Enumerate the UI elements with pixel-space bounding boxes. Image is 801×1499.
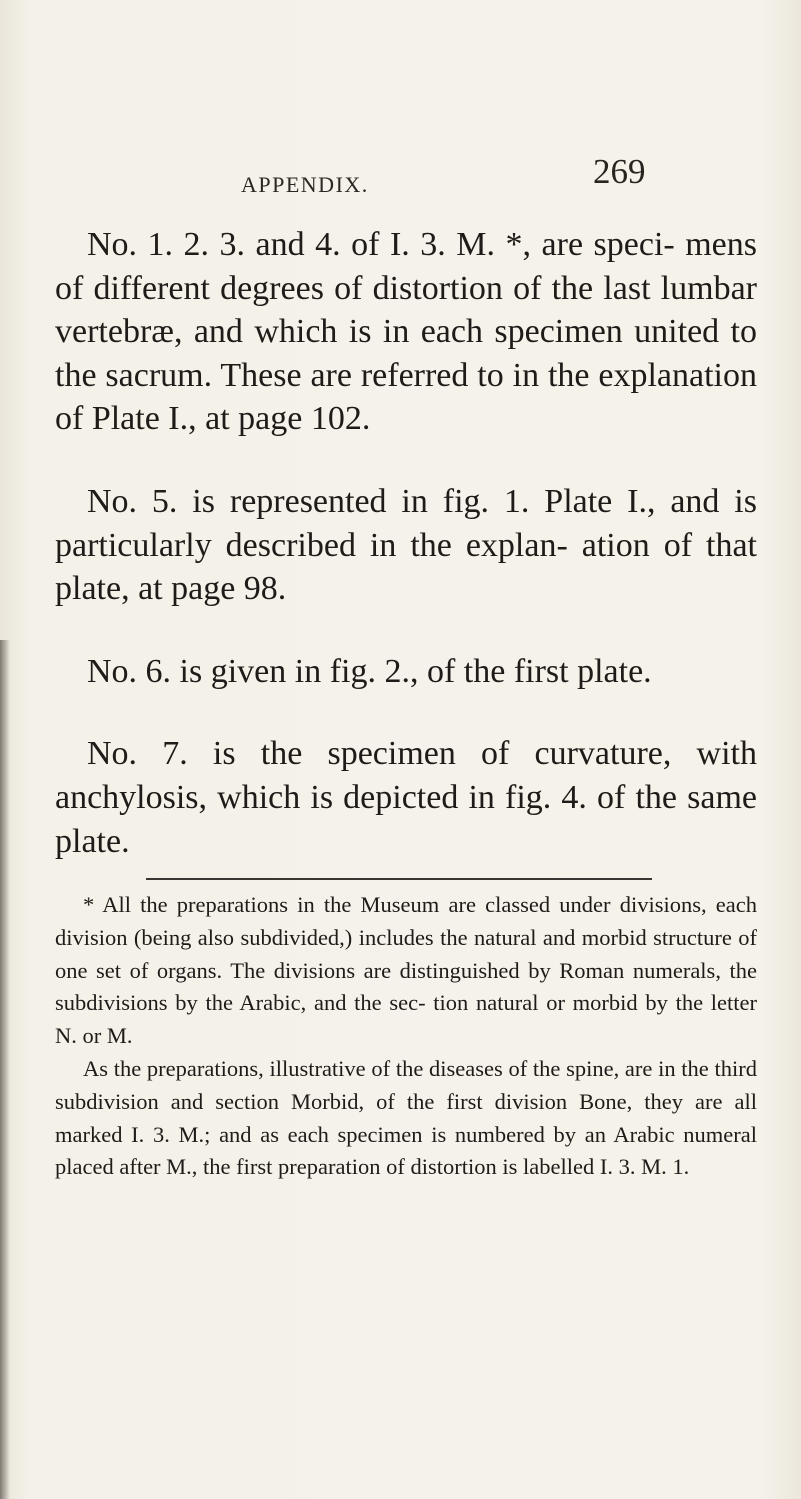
footnote-paragraph: As the preparations, illustrative of the diseases of the spine, are in the third subdivision and section Morbid, of the first division Bone, they are all marked I. 3. M.; and as each specimen is numbered by an Arabic numeral placed after M., the first preparation of distortion is labelled I. 3. M. 1.: [55, 1055, 757, 1180]
paragraph-specimen-7: No. 7. is the specimen of curvature, with anchylosis, which is depicted in fig. 4. of the same plate.: [55, 735, 757, 860]
paragraph-specimen-6: No. 6. is given in fig. 2., of the first plate.: [87, 652, 652, 690]
running-title: APPENDIX.: [241, 172, 369, 197]
footnote-rule: [146, 878, 652, 880]
page-edge-shadow: [0, 640, 10, 1499]
page-number: 269: [593, 152, 646, 191]
paragraph-specimens-1-4: No. 1. 2. 3. and 4. of I. 3. M. *, are speci- mens of different degrees of distortion of the last lumbar vertebræ, and which is in each specimen united to the sacrum. These are referred to in the explanation of Plate I., at page 102.: [55, 226, 757, 438]
body-text: [55, 223, 757, 863]
page-header: [0, 138, 801, 198]
footnote-paragraph: * All the preparations in the Museum are classed under divisions, each division (being also subdivided,) includes the natural and morbid structure of one set of organs. The divisions are distinguished by Roman numerals, the subdivisions by the Arabic, and the sec- tion natural or morbid by the letter N. or M.: [55, 892, 757, 1049]
paragraph-specimen-5: No. 5. is represented in fig. 1. Plate I., and is particularly described in the explan- ation of that plate, at page 98.: [55, 482, 757, 608]
footnote: [55, 889, 757, 1184]
